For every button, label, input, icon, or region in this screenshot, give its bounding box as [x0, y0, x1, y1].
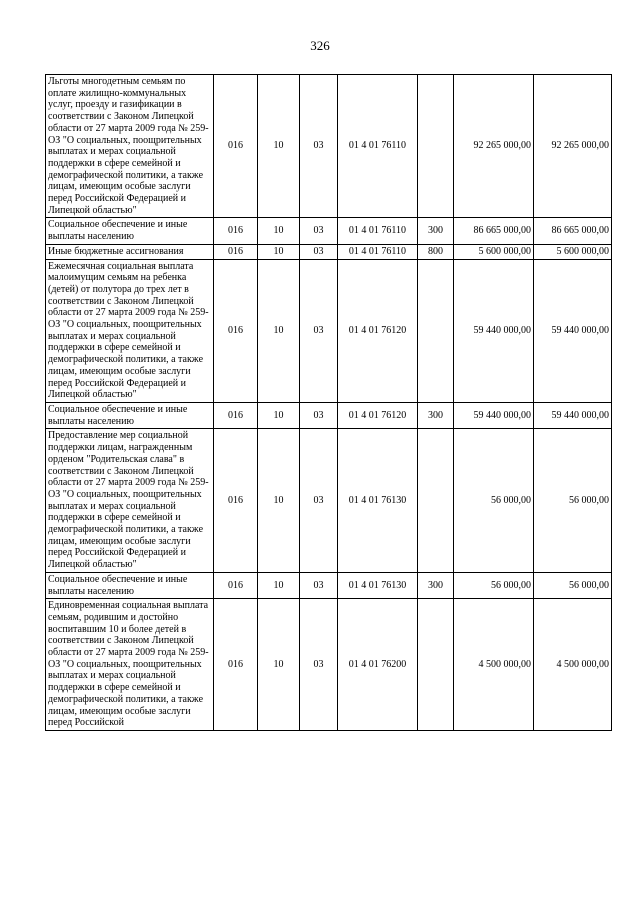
row-section-code: 10: [258, 75, 300, 218]
table-row: [46, 75, 612, 218]
row-amount: 86 665 000,00: [454, 218, 534, 244]
row-description: Ежемесячная социальная выплата малоимущим семьям на ребенка (детей) от полутора до трех лет в соответствии с Законом Липецкой области от 27 марта 2009 года № 259-ОЗ "О социальных, поощрительных выплатах и мерах социальной поддержки в сфере семейной и демографической политики, а также лицам, имеющим особые заслуги перед Российской Федерацией и Липецкой областью": [46, 259, 214, 402]
row-expense-type: [418, 429, 454, 572]
row-expense-type: 300: [418, 402, 454, 428]
row-ministry-code: 016: [214, 572, 258, 598]
row-section-code: 10: [258, 429, 300, 572]
row-amount: 4 500 000,00: [454, 599, 534, 731]
row-section-code: 10: [258, 572, 300, 598]
table-row: [46, 572, 612, 598]
row-total: 92 265 000,00: [534, 75, 612, 218]
row-description: Единовременная социальная выплата семьям, родившим и достойно воспитавшим 10 и более детей в соответствии с Законом Липецкой области от 27 марта 2009 года № 259-ОЗ "О социальных, поощрительных выплатах и мерах социальной поддержки в сфере семейной и демографической политики, а также лицам, имеющим особые заслуги перед Российской: [46, 599, 214, 731]
row-section-code: 10: [258, 402, 300, 428]
row-ministry-code: 016: [214, 75, 258, 218]
row-amount: 59 440 000,00: [454, 402, 534, 428]
row-total: 86 665 000,00: [534, 218, 612, 244]
row-ministry-code: 016: [214, 259, 258, 402]
row-section-code: 10: [258, 259, 300, 402]
row-target-article: 01 4 01 76130: [338, 429, 418, 572]
row-total: 5 600 000,00: [534, 244, 612, 259]
row-amount: 56 000,00: [454, 572, 534, 598]
row-total: 59 440 000,00: [534, 402, 612, 428]
row-target-article: 01 4 01 76200: [338, 599, 418, 731]
row-ministry-code: 016: [214, 429, 258, 572]
table-row: [46, 259, 612, 402]
row-ministry-code: 016: [214, 218, 258, 244]
row-description: Социальное обеспечение и иные выплаты населению: [46, 218, 214, 244]
row-description: Социальное обеспечение и иные выплаты населению: [46, 402, 214, 428]
row-expense-type: [418, 259, 454, 402]
page-number: 326: [310, 38, 330, 53]
row-subsection-code: 03: [300, 429, 338, 572]
row-total: 56 000,00: [534, 572, 612, 598]
row-target-article: 01 4 01 76120: [338, 259, 418, 402]
row-section-code: 10: [258, 218, 300, 244]
row-total: 59 440 000,00: [534, 259, 612, 402]
table-row: [46, 402, 612, 428]
budget-table: [45, 74, 612, 731]
table-row: [46, 218, 612, 244]
row-target-article: 01 4 01 76110: [338, 218, 418, 244]
row-expense-type: 300: [418, 572, 454, 598]
row-expense-type: [418, 599, 454, 731]
row-target-article: 01 4 01 76110: [338, 244, 418, 259]
row-expense-type: [418, 75, 454, 218]
row-section-code: 10: [258, 244, 300, 259]
table-row: [46, 429, 612, 572]
row-subsection-code: 03: [300, 75, 338, 218]
row-total: 56 000,00: [534, 429, 612, 572]
row-subsection-code: 03: [300, 244, 338, 259]
row-amount: 56 000,00: [454, 429, 534, 572]
row-section-code: 10: [258, 599, 300, 731]
row-description: Иные бюджетные ассигнования: [46, 244, 214, 259]
budget-table-body: [46, 75, 612, 731]
table-row: [46, 244, 612, 259]
row-target-article: 01 4 01 76110: [338, 75, 418, 218]
table-row: [46, 599, 612, 731]
row-description: Предоставление мер социальной поддержки лицам, награжденным орденом "Родительская слава" в соответствии с Законом Липецкой области от 27 марта 2009 года № 259-ОЗ "О социальных, поощрительных выплатах и мерах социальной поддержки в сфере семейной и демографической политики, а также лицам, имеющим особые заслуги перед Российской Федерацией и Липецкой областью": [46, 429, 214, 572]
row-description: Социальное обеспечение и иные выплаты населению: [46, 572, 214, 598]
row-subsection-code: 03: [300, 259, 338, 402]
row-subsection-code: 03: [300, 599, 338, 731]
row-ministry-code: 016: [214, 402, 258, 428]
row-total: 4 500 000,00: [534, 599, 612, 731]
row-expense-type: 800: [418, 244, 454, 259]
row-ministry-code: 016: [214, 599, 258, 731]
row-target-article: 01 4 01 76120: [338, 402, 418, 428]
row-amount: 92 265 000,00: [454, 75, 534, 218]
row-subsection-code: 03: [300, 218, 338, 244]
row-ministry-code: 016: [214, 244, 258, 259]
row-subsection-code: 03: [300, 572, 338, 598]
row-target-article: 01 4 01 76130: [338, 572, 418, 598]
row-subsection-code: 03: [300, 402, 338, 428]
row-expense-type: 300: [418, 218, 454, 244]
row-amount: 59 440 000,00: [454, 259, 534, 402]
row-description: Льготы многодетным семьям по оплате жилищно-коммунальных услуг, проезду и газификации в соответствии с Законом Липецкой области от 27 марта 2009 года № 259-ОЗ "О социальных, поощрительных выплатах и мерах социальной поддержки в сфере семейной и демографической политики, а также лицам, имеющим особые заслуги перед Российской Федерацией и Липецкой областью": [46, 75, 214, 218]
row-amount: 5 600 000,00: [454, 244, 534, 259]
